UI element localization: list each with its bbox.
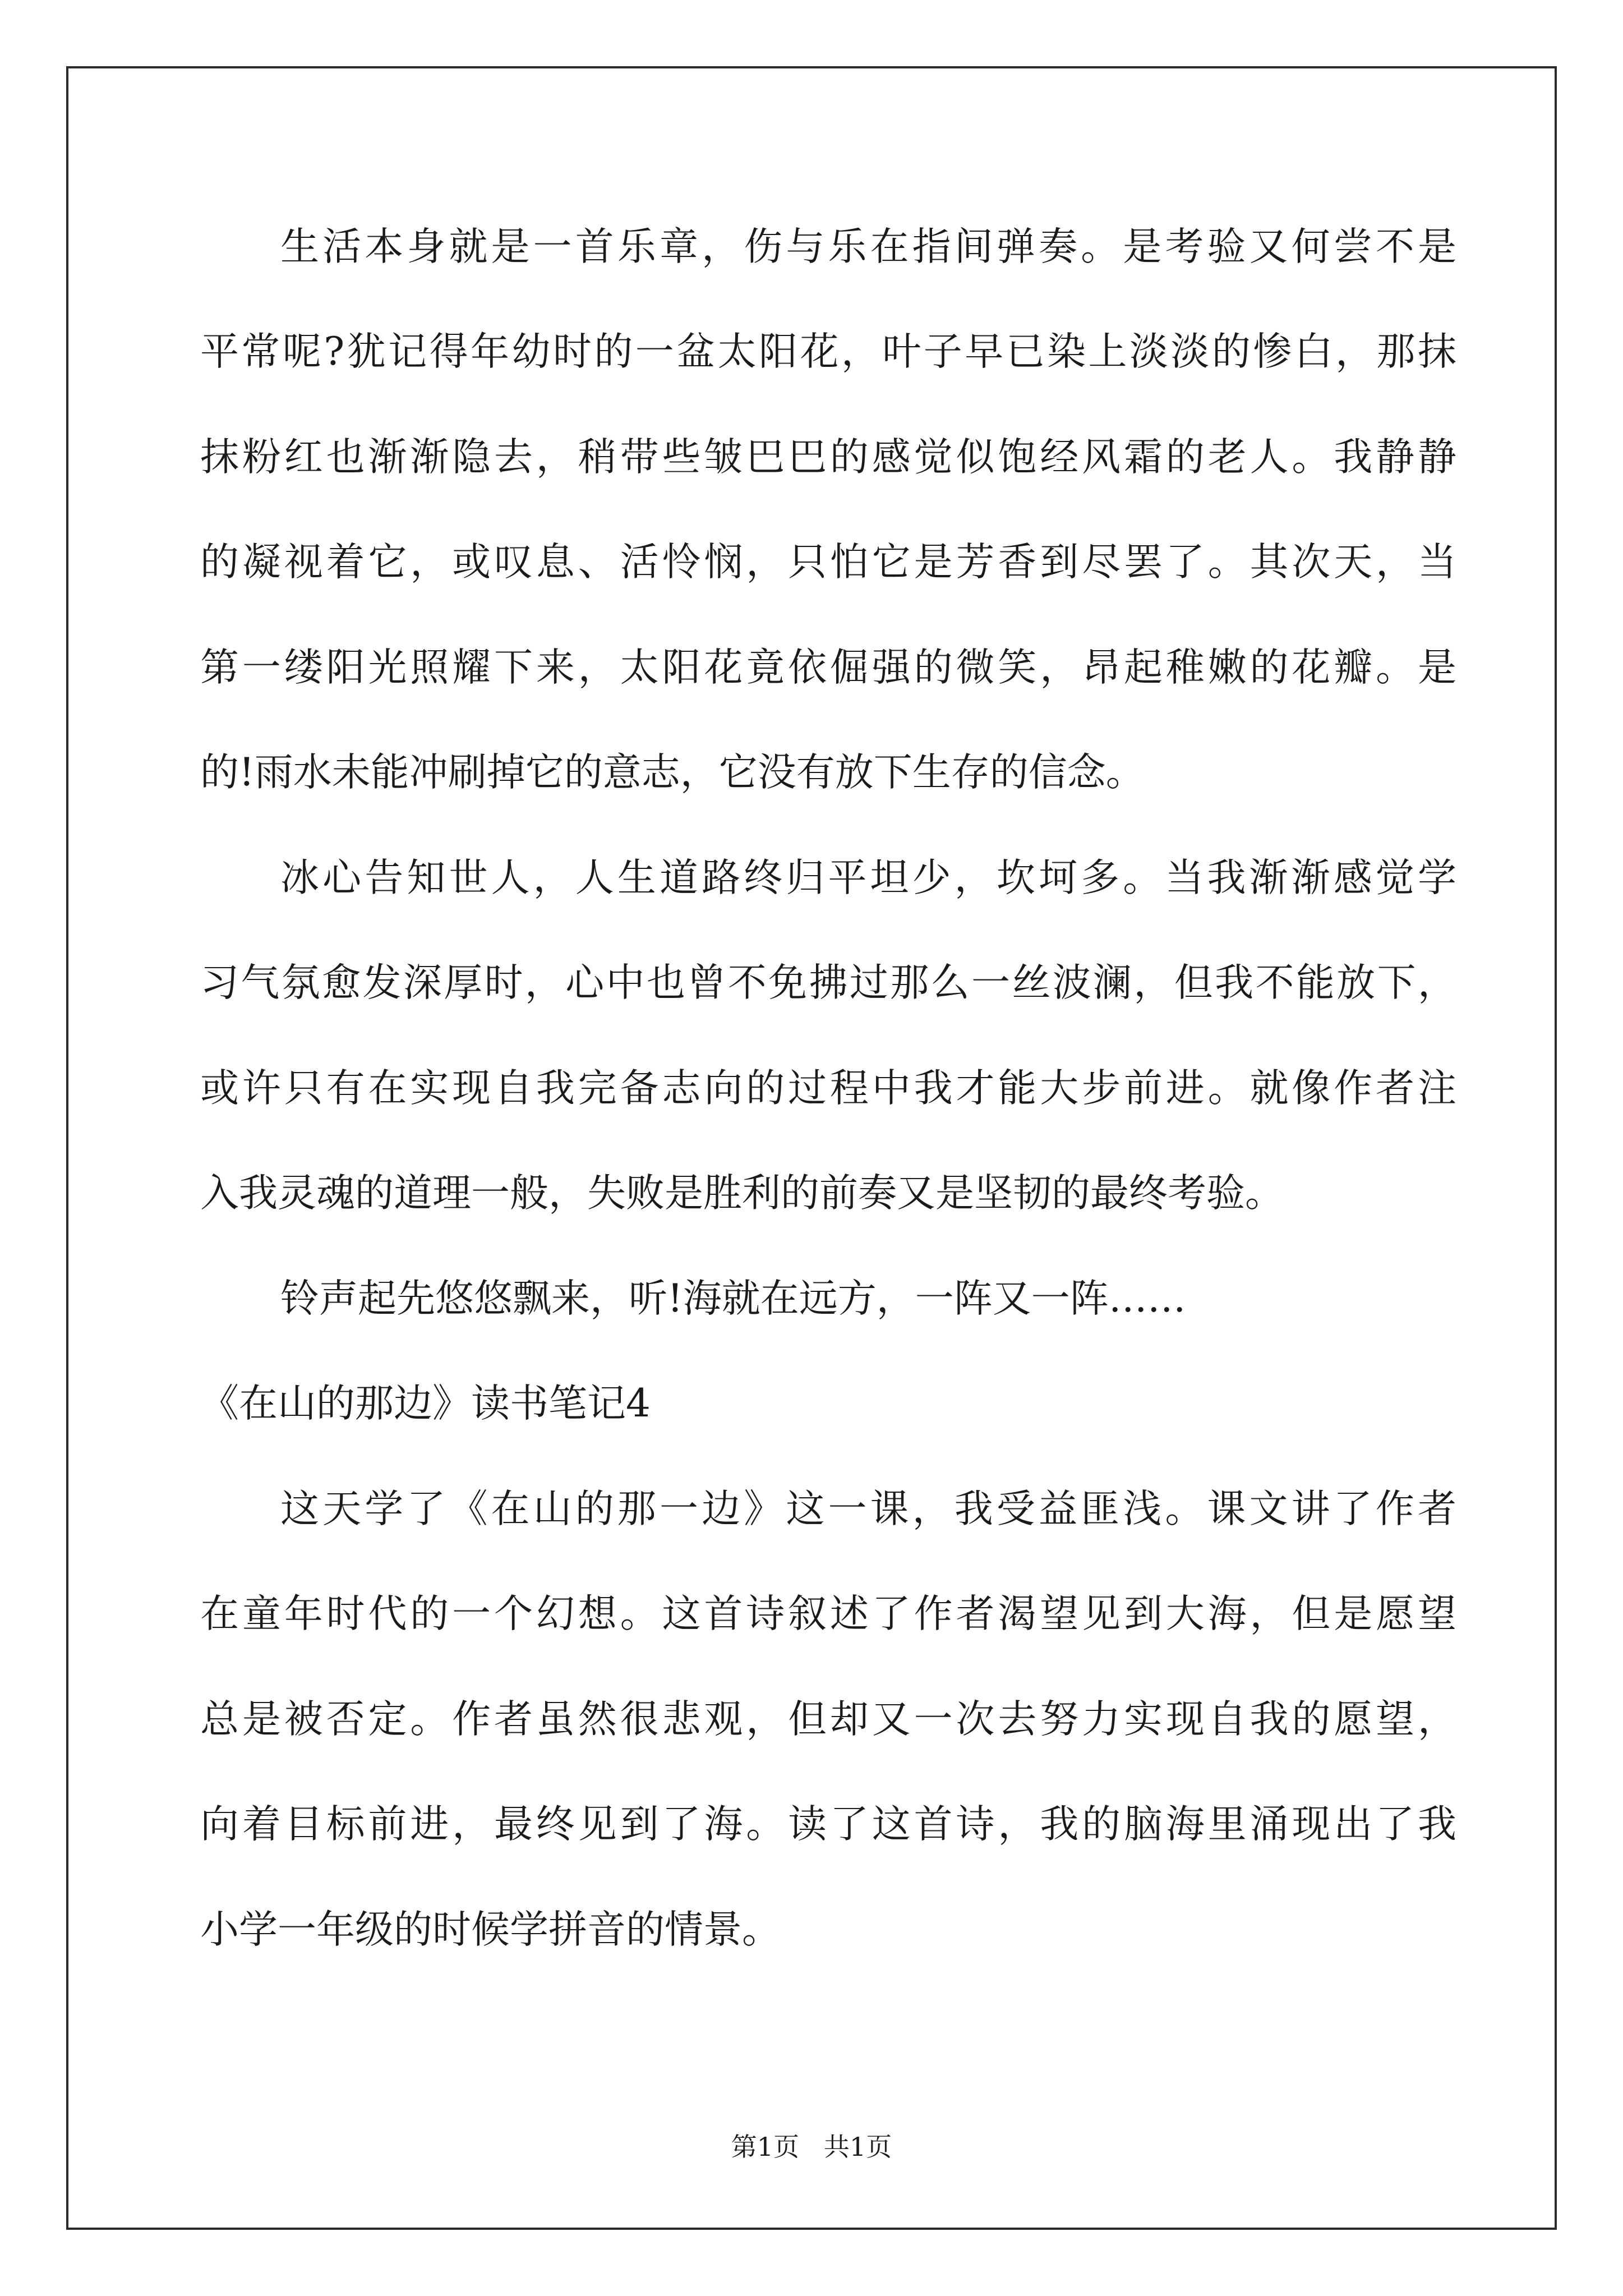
paragraph-1-line-3: 抹粉红也渐渐隐去，稍带些皱巴巴的感觉似饱经风霜的老人。我静静 xyxy=(200,435,1456,480)
section-heading: 《在山的那边》读书笔记4 xyxy=(200,1381,651,1426)
paragraph-3-line-1: 铃声起先悠悠飘来，听!海就在远方，一阵又一阵…… xyxy=(280,1276,1186,1321)
paragraph-4-line-2: 在童年时代的一个幻想。这首诗叙述了作者渴望见到大海，但是愿望 xyxy=(200,1591,1456,1636)
paragraph-1-line-2: 平常呢?犹记得年幼时的一盆太阳花，叶子早已染上淡淡的惨白，那抹 xyxy=(200,329,1456,374)
paragraph-4-line-5: 小学一年级的时候学拼音的情景。 xyxy=(200,1907,781,1952)
paragraph-1-line-4: 的凝视着它，或叹息、活怜悯，只怕它是芳香到尽罢了。其次天，当 xyxy=(200,540,1456,585)
paragraph-2-line-4: 入我灵魂的道理一般，失败是胜利的前奏又是坚韧的最终考验。 xyxy=(200,1171,1284,1216)
paragraph-1-line-6: 的!雨水未能冲刷掉它的意志，它没有放下生存的信念。 xyxy=(200,750,1145,795)
paragraph-2-line-3: 或许只有在实现自我完备志向的过程中我才能大步前进。就像作者注 xyxy=(200,1066,1456,1111)
paragraph-4-line-3: 总是被否定。作者虽然很悲观，但却又一次去努力实现自我的愿望， xyxy=(200,1697,1456,1742)
paragraph-2-line-1: 冰心告知世人，人生道路终归平坦少，坎坷多。当我渐渐感觉学 xyxy=(280,855,1456,900)
paragraph-1-line-1: 生活本身就是一首乐章，伤与乐在指间弹奏。是考验又何尝不是 xyxy=(280,224,1456,269)
paragraph-2-line-2: 习气氛愈发深厚时，心中也曾不免拂过那么一丝波澜，但我不能放下， xyxy=(200,960,1456,1005)
paragraph-4-line-4: 向着目标前进，最终见到了海。读了这首诗，我的脑海里涌现出了我 xyxy=(200,1802,1456,1847)
paragraph-4-line-1: 这天学了《在山的那一边》这一课，我受益匪浅。课文讲了作者 xyxy=(280,1487,1456,1531)
page-footer: 第1页 共1页 xyxy=(731,2132,892,2162)
paragraph-1-line-5: 第一缕阳光照耀下来，太阳花竟依倔强的微笑，昂起稚嫩的花瓣。是 xyxy=(200,645,1456,690)
